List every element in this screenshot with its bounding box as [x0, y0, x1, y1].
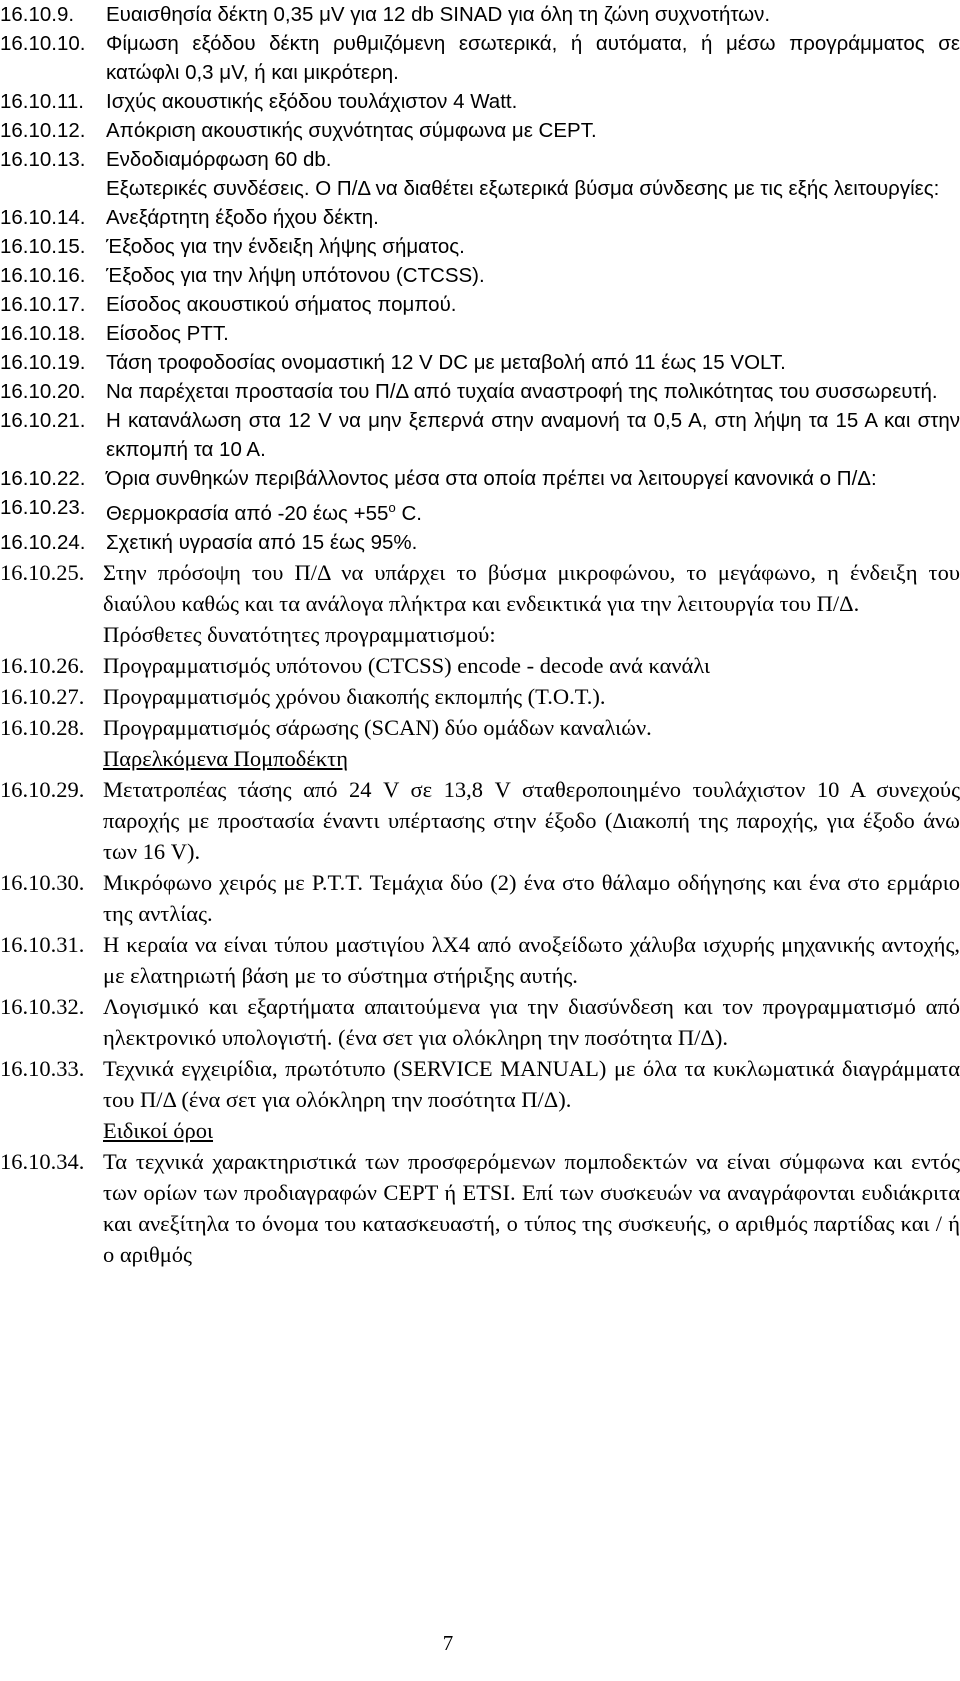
spec-item [0, 774, 960, 867]
spec-item [0, 867, 960, 929]
item-text [106, 174, 960, 203]
spec-item [0, 0, 960, 29]
item-text-main: Όρια συνθηκών περιβάλλοντος μέσα στα οποία πρέπει να λειτουργεί κανονικά ο Π/Δ: [106, 467, 877, 490]
item-text-main: Προγραμματισμός σάρωσης (SCAN) δύο ομάδων καναλιών. [103, 714, 652, 740]
spec-item [0, 261, 960, 290]
item-text [103, 774, 960, 867]
item-number: 16.10.16. [0, 264, 86, 287]
spec-item [0, 319, 960, 348]
item-text [106, 377, 960, 406]
item-number: 16.10.13. [0, 148, 86, 171]
item-text-main: Φίμωση εξόδου δέκτη ρυθμιζόμενη εσωτερικά, ή αυτόματα, ή μέσω προγράμματος σε κατώφλι 0,3 μV, ή και μικρότερη. [106, 32, 960, 84]
item-text-main: Μετατροπέας τάσης από 24 V σε 13,8 V σταθεροποιημένο τουλάχιστον 10 Α συνεχούς παροχής με προστασία έναντι υπέρτασης στην έξοδο (Διακοπή της παροχής, για έξοδο άνω των 16 V). [103, 776, 960, 864]
spec-item [0, 377, 960, 406]
item-text-main: Είσοδος ακουστικού σήματος πομπού. [106, 293, 457, 316]
item-text-main: Έξοδος για την ένδειξη λήψης σήματος. [106, 235, 465, 258]
item-number: 16.10.24. [0, 530, 86, 554]
item-text-main: Προγραμματισμός υπότονου (CTCSS) encode - decode ανά κανάλι [103, 652, 711, 678]
item-number: 16.10.33. [0, 1055, 85, 1081]
spec-item [0, 557, 960, 619]
item-text [103, 650, 960, 681]
spec-item [0, 406, 960, 464]
item-text-main: Είσοδος PTT. [106, 322, 229, 345]
item-number: 16.10.26. [0, 652, 85, 678]
item-text-main: Μικρόφωνο χειρός με Ρ.Τ.Τ. Τεμάχια δύο (2) ένα στο θάλαμο οδήγησης και ένα στο ερμάριο της αντλίας. [103, 869, 960, 926]
item-text [103, 867, 960, 929]
item-text [106, 203, 960, 232]
item-text [103, 681, 960, 712]
spec-item [0, 712, 960, 743]
item-text-main: Ανεξάρτητη έξοδο ήχου δέκτη. [106, 206, 379, 229]
item-number: 16.10.17. [0, 293, 86, 316]
item-text-main: Έξοδος για την λήψη υπότονου (CTCSS). [106, 264, 485, 287]
page-number: 7 [442, 1631, 454, 1655]
item-text [103, 991, 960, 1053]
section-heading: Παρελκόμενα Πομποδέκτη [103, 745, 348, 771]
item-text [106, 348, 960, 377]
item-text-main: Τα τεχνικά χαρακτηριστικά των προσφερόμενων πομποδεκτών να είναι σύμφωνα και εντός των ορίων των προδιαγραφών CEPT ή ETSI. Επί των συσκευών να αναγράφονται ευδιάκριτα και ανεξίτηλα το όνομα του κατασκευαστή, ο τύπος της συσκευής, ο αριθμός παρτίδας και / ή ο αριθμός [103, 1148, 960, 1267]
spec-item [0, 464, 960, 493]
item-number: 16.10.27. [0, 683, 85, 709]
item-number: 16.10.10. [0, 32, 86, 55]
item-text [106, 116, 960, 145]
spec-item [0, 290, 960, 319]
item-text-main: Προγραμματισμός χρόνου διακοπής εκπομπής (Τ.Ο.Τ.). [103, 683, 606, 709]
item-number: 16.10.19. [0, 351, 86, 374]
item-text-main: Η κεραία να είναι τύπου μαστιγίου λΧ4 από ανοξείδωτο χάλυβα ισχυρής μηχανικής αντοχής, με ελατηριωτή βάση με το σύστημα στήριξης αυτής. [103, 931, 960, 988]
item-text [106, 145, 960, 174]
item-number: 16.10.25. [0, 559, 85, 585]
item-text [106, 29, 960, 87]
item-number: 16.10.9. [0, 3, 75, 26]
item-number: 16.10.11. [0, 90, 84, 113]
spec-item [0, 203, 960, 232]
item-number: 16.10.15. [0, 235, 86, 258]
spec-item [0, 145, 960, 174]
spec-item [0, 681, 960, 712]
item-number: 16.10.14. [0, 206, 86, 229]
item-text-main: Τάση τροφοδοσίας ονομαστική 12 V DC με μεταβολή από 11 έως 15 VOLT. [106, 351, 786, 374]
item-text [106, 493, 960, 528]
section-heading: Πρόσθετες δυνατότητες προγραμματισμού: [103, 621, 496, 647]
item-number: 16.10.29. [0, 776, 85, 802]
spec-item [0, 87, 960, 116]
item-text [106, 232, 960, 261]
degree-superscript: o [388, 500, 396, 515]
item-text-main: Σχετική υγρασία από 15 έως 95%. [106, 530, 418, 554]
item-text [103, 712, 960, 743]
item-number: 16.10.28. [0, 714, 85, 740]
item-number: 16.10.34. [0, 1148, 85, 1174]
spec-item [0, 174, 960, 203]
section-heading: Ειδικοί όροι [103, 1117, 214, 1143]
spec-item [0, 528, 960, 557]
item-text-main: Η κατανάλωση στα 12 V να μην ξεπερνά στην αναμονή τα 0,5 Α, στη λήψη τα 15 Α και στην εκπομπή τα 10 Α. [106, 409, 960, 461]
item-number: 16.10.31. [0, 931, 85, 957]
item-text-main: Θερμοκρασία από -20 έως +55 [106, 501, 389, 525]
item-number: 16.10.22. [0, 467, 86, 490]
item-text [103, 557, 960, 619]
item-number: 16.10.32. [0, 993, 85, 1019]
item-text [103, 929, 960, 991]
item-number: 16.10.18. [0, 322, 86, 345]
item-text [106, 464, 960, 493]
item-text-main: Ευαισθησία δέκτη 0,35 μV για 12 db SINAD για όλη τη ζώνη συχνοτήτων. [106, 3, 771, 26]
spec-item [0, 1146, 960, 1270]
item-text-main: Ενδοδιαμόρφωση 60 db. [106, 148, 332, 171]
item-text [103, 1146, 960, 1270]
spec-item [0, 29, 960, 87]
item-text-main: Απόκριση ακουστικής συχνότητας σύμφωνα με CEPT. [106, 119, 597, 142]
item-text-main: Λογισμικό και εξαρτήματα απαιτούμενα για την διασύνδεση και τον προγραμματισμό από ηλεκτρονικό υπολογιστή. (ένα σετ για ολόκληρη την ποσότητα Π/Δ). [103, 993, 960, 1050]
spec-item [0, 1053, 960, 1115]
item-text [106, 0, 960, 29]
spec-item [0, 929, 960, 991]
spec-item [0, 116, 960, 145]
spec-item [0, 650, 960, 681]
item-number: 16.10.23. [0, 496, 86, 519]
item-number: 16.10.21. [0, 409, 86, 432]
spec-item [0, 493, 960, 528]
item-text-main: Εξωτερικές συνδέσεις. Ο Π/Δ να διαθέτει εξωτερικά βύσμα σύνδεσης με τις εξής λειτουργίες: [106, 177, 940, 200]
item-number: 16.10.12. [0, 119, 86, 142]
item-text-main: Στην πρόσοψη του Π/Δ να υπάρχει το βύσμα μικροφώνου, το μεγάφωνο, η ένδειξη του διαύλου καθώς και τα ανάλογα πλήκτρα και ενδεικτικά για την λειτουργία του Π/Δ. [103, 559, 960, 616]
item-text [106, 290, 960, 319]
item-text [106, 87, 960, 116]
item-text-main: Τεχνικά εγχειρίδια, πρωτότυπο (SERVICE MANUAL) με όλα τα κυκλωματικά διαγράμματα του Π/Δ (ένα σετ για ολόκληρη την ποσότητα Π/Δ). [103, 1055, 960, 1112]
item-text [106, 528, 960, 557]
spec-item [0, 991, 960, 1053]
item-text-after: C. [395, 501, 422, 525]
spec-item [0, 348, 960, 377]
item-text [103, 1053, 960, 1115]
spec-item [0, 232, 960, 261]
item-number: 16.10.30. [0, 869, 85, 895]
item-text [106, 319, 960, 348]
item-text-main: Να παρέχεται προστασία του Π/Δ από τυχαία αναστροφή της πολικότητας του συσσωρευτή. [106, 380, 938, 403]
item-text [106, 261, 960, 290]
item-text-main: Ισχύς ακουστικής εξόδου τουλάχιστον 4 Watt. [106, 90, 518, 113]
item-number: 16.10.20. [0, 380, 86, 403]
item-text [106, 406, 960, 464]
